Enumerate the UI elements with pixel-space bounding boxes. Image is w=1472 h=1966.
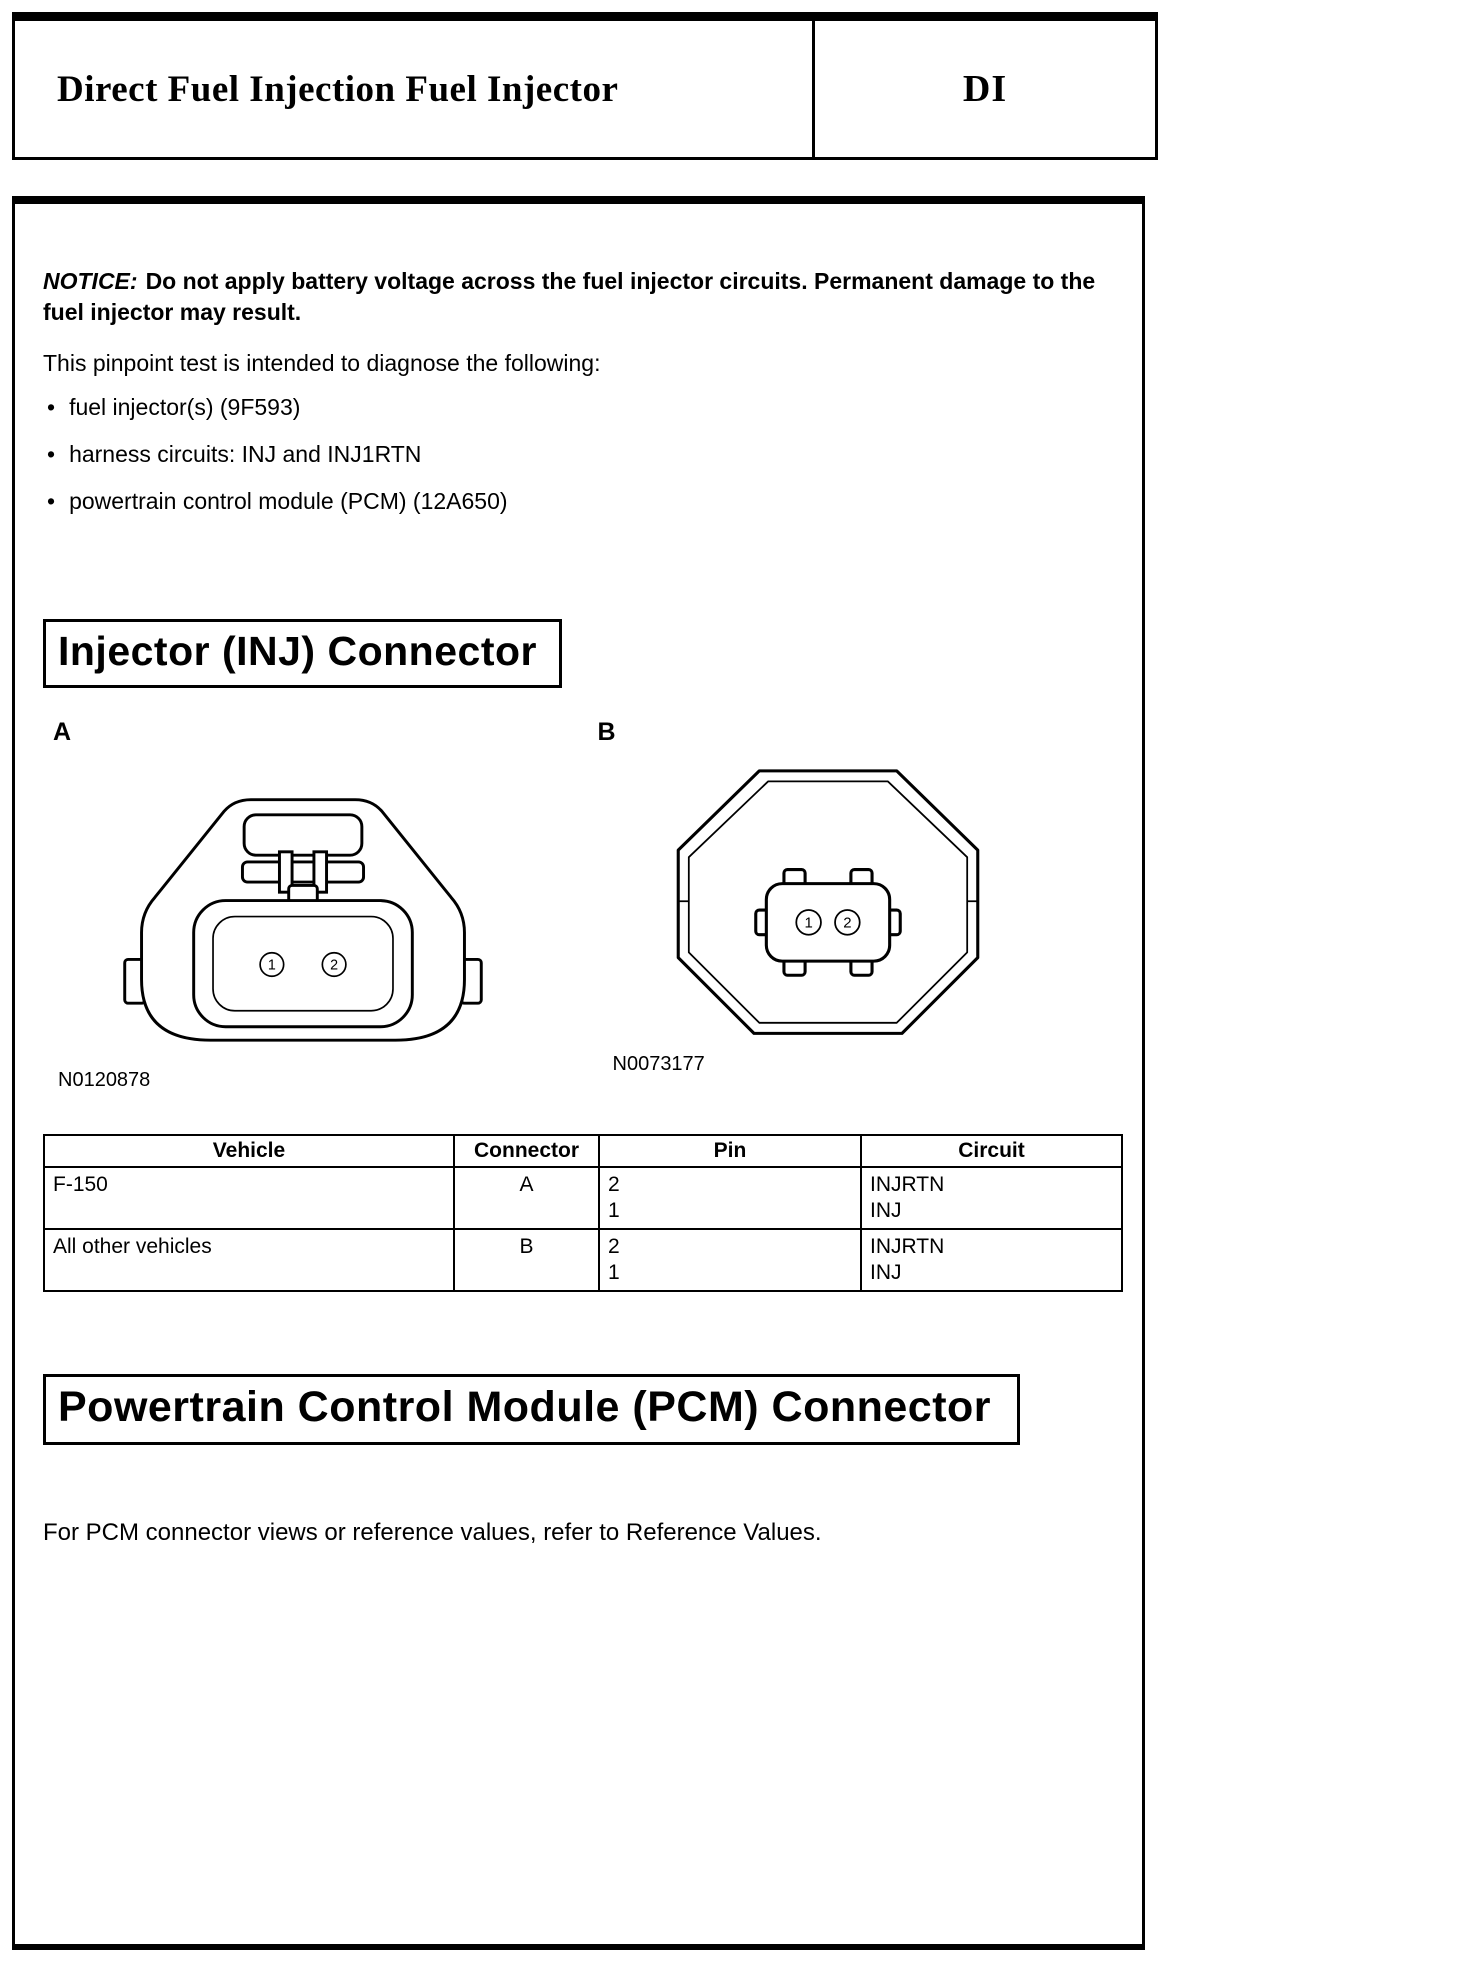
page-header [12,12,1158,160]
pin-circuit-table [43,1134,1123,1292]
table-row [44,1229,1122,1291]
cell-circuit [861,1167,1122,1229]
pin-line: 1 [608,1199,620,1222]
section-code: DI [812,21,1155,157]
connector-a-pin1-number: 1 [267,957,276,974]
content-box [12,196,1145,1950]
circuit-line: INJRTN [870,1235,945,1258]
pcm-section-title: Powertrain Control Module (PCM) Connector [58,1383,992,1431]
col-header-vehicle: Vehicle [44,1135,454,1167]
cell-circuit [861,1229,1122,1291]
connector-b-cavity [766,884,889,962]
pcm-section-title-box [43,1374,1020,1445]
connector-b-caption: N0073177 [612,1053,705,1075]
connector-b-diagram [643,753,1013,1053]
connector-a-caption: N0120878 [58,1069,151,1091]
page-title: Direct Fuel Injection Fuel Injector [57,68,619,110]
cell-vehicle: All other vehicles [44,1229,454,1291]
header-title-cell [15,21,812,157]
notice-text: Do not apply battery voltage across the fuel injector circuits. Permanent damage to the fuel injector may result. [43,268,1096,325]
intro-text: This pinpoint test is intended to diagnose the following: [43,350,601,376]
cell-vehicle: F-150 [44,1167,454,1229]
pin-line: 1 [608,1261,620,1284]
connector-a-latch-slot [242,862,363,882]
table-row [44,1167,1122,1229]
connector-a-label: A [53,718,72,746]
cell-pin [599,1229,861,1291]
bullet-item-harness [47,441,1112,467]
col-header-pin: Pin [599,1135,861,1167]
circuit-line: INJ [870,1199,902,1222]
cell-connector: B [454,1229,599,1291]
connector-a-latch-bar [244,815,362,855]
connector-a-figure [43,718,578,1092]
connector-b-figure [578,718,1113,1092]
connector-diagrams [43,718,1112,1092]
notice-label: NOTICE: [43,268,138,294]
connector-a-diagram [118,753,488,1065]
circuit-line: INJ [870,1261,902,1284]
connector-b-pin1-number: 1 [803,914,813,932]
circuit-line: INJRTN [870,1173,945,1196]
col-header-connector: Connector [454,1135,599,1167]
pin-line: 2 [608,1235,620,1258]
connector-a-inner-ring [194,901,413,1027]
table-header-row [44,1135,1122,1167]
diagnosis-bullet-list [47,394,1112,514]
cell-pin [599,1167,861,1229]
connector-b-pin2-number: 2 [842,914,852,932]
injector-section-title: Injector (INJ) Connector [58,628,537,674]
injector-section-title-box [43,619,562,688]
bullet-text: • harness circuits: INJ and INJ1RTN [69,441,422,467]
connector-b-label: B [597,718,616,746]
pcm-reference-text: For PCM connector views or reference values, refer to Reference Values. [43,1519,822,1546]
bullet-text: • powertrain control module (PCM) (12A650) [69,488,508,514]
bullet-item-injector [47,394,1112,420]
cell-connector: A [454,1167,599,1229]
connector-a-pin2-number: 2 [330,957,339,974]
bullet-text: • fuel injector(s) (9F593) [69,394,301,420]
col-header-circuit: Circuit [861,1135,1122,1167]
notice [43,266,1112,328]
bullet-item-pcm [47,488,1112,514]
pin-line: 2 [608,1173,620,1196]
